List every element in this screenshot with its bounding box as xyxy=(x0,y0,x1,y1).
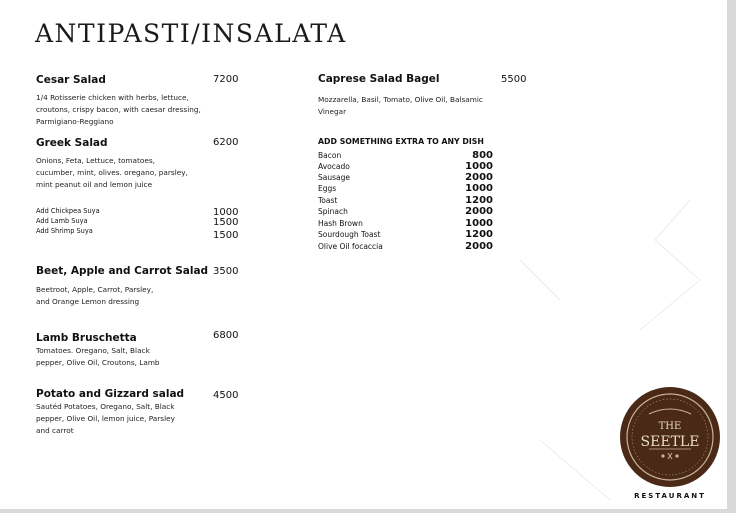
extra-row xyxy=(318,242,493,253)
addon-price: 1500 xyxy=(213,230,239,241)
restaurant-logo xyxy=(619,386,721,488)
extra-name: Eggs xyxy=(318,184,337,193)
item-price: 6800 xyxy=(213,330,239,341)
logo-line1: THE xyxy=(658,421,682,432)
item-price: 3500 xyxy=(213,266,239,277)
menu-item-potato-gizzard-salad xyxy=(36,388,241,436)
menu-item-beet-apple-carrot-salad xyxy=(36,265,241,308)
item-price: 4500 xyxy=(213,390,239,401)
item-name: Greek Salad xyxy=(36,137,108,149)
extra-name: Olive Oil focaccia xyxy=(318,242,383,251)
item-description: Onions, Feta, Lettuce, tomatoes, cucumber, mint, olives. oregano, parsley, mint peanut oil and lemon juice xyxy=(36,156,188,189)
item-name: Potato and Gizzard salad xyxy=(36,388,185,400)
addon-name: Add Lamb Suya xyxy=(36,217,88,225)
extra-name: Bacon xyxy=(318,151,342,160)
item-description: Tomatoes. Oregano, Salt, Black pepper, Olive Oil, Croutons, Lamb xyxy=(36,346,160,367)
logo-dot-right xyxy=(675,454,678,457)
item-description: Mozzarella, Basil, Tomato, Olive Oil, Balsamic Vinegar xyxy=(318,95,483,116)
extras-title: ADD SOMETHING EXTRA TO ANY DISH xyxy=(318,137,484,146)
logo-line2: SEETLE xyxy=(640,434,700,450)
logo-dot-left xyxy=(661,454,664,457)
extra-price: 2000 xyxy=(465,206,493,217)
extra-price: 800 xyxy=(472,150,493,161)
menu-heading: ANTIPASTI/INSALATA xyxy=(35,19,347,48)
addon-price: 1000 xyxy=(213,207,239,218)
extra-name: Toast xyxy=(318,196,338,205)
item-name: Beet, Apple and Carrot Salad xyxy=(36,265,209,277)
item-description: Beetroot, Apple, Carrot, Parsley, and Orange Lemon dressing xyxy=(36,285,154,306)
extra-price: 2000 xyxy=(465,172,493,183)
extra-price: 1000 xyxy=(465,218,493,229)
extra-price: 1200 xyxy=(465,229,493,240)
menu-item-cesar-salad xyxy=(36,74,241,127)
extra-name: Hash Brown xyxy=(318,219,363,228)
item-name: Cesar Salad xyxy=(36,74,106,86)
item-price: 5500 xyxy=(501,74,527,85)
extra-price: 1000 xyxy=(465,161,493,172)
extra-name: Avocado xyxy=(318,162,350,171)
item-price: 7200 xyxy=(213,74,239,85)
item-description: Sautéd Potatoes, Oregano, Salt, Black pepper, Olive Oil, lemon juice, Parsley and carrot xyxy=(36,402,175,435)
addon-name: Add Shrimp Suya xyxy=(36,227,93,235)
item-name: Lamb Bruschetta xyxy=(36,332,137,344)
menu-item-greek-salad xyxy=(36,137,241,190)
extra-price: 1200 xyxy=(465,195,493,206)
menu-item-caprese-salad-bagel xyxy=(318,73,533,118)
extra-price: 2000 xyxy=(465,241,493,252)
extra-row xyxy=(318,207,493,218)
menu-item-lamb-bruschetta xyxy=(36,332,241,369)
item-description: 1/4 Rotisserie chicken with herbs, lettuce, croutons, crispy bacon, with caesar dressing, Parmigiano-Reggiano xyxy=(36,93,201,126)
extra-name: Sourdough Toast xyxy=(318,230,381,239)
extra-row xyxy=(318,230,493,241)
item-name: Caprese Salad Bagel xyxy=(318,73,440,85)
extra-row xyxy=(318,184,493,195)
extra-name: Spinach xyxy=(318,207,348,216)
addon-name: Add Chickpea Suya xyxy=(36,207,100,215)
item-price: 6200 xyxy=(213,137,239,148)
addon-price: 1500 xyxy=(213,217,239,228)
extra-price: 1000 xyxy=(465,183,493,194)
logo-subtitle: RESTAURANT xyxy=(634,492,706,500)
extra-name: Sausage xyxy=(318,173,350,182)
